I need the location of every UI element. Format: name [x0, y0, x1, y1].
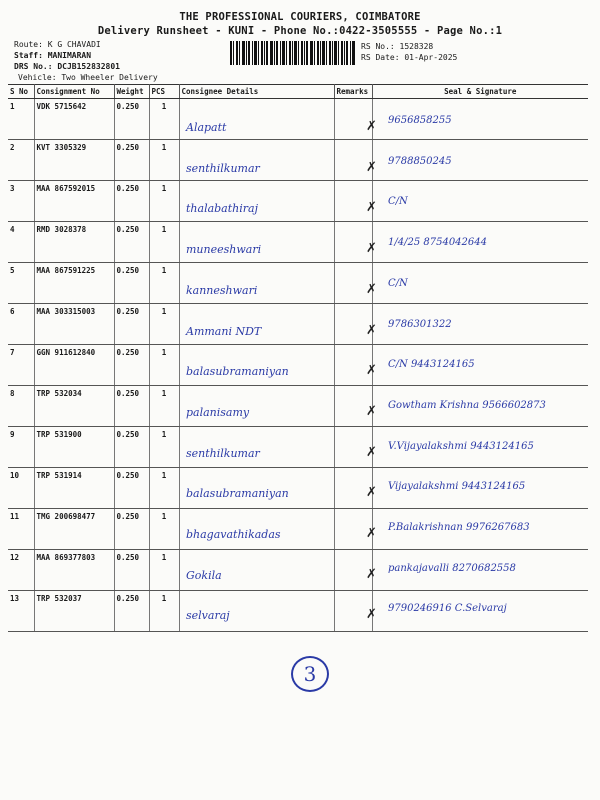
- signature-handwriting: 9788850245: [388, 155, 452, 167]
- remark-cross-mark: ✗: [366, 444, 377, 460]
- consignee-handwriting: bhagavathikadas: [186, 528, 281, 541]
- pcs-cell: 1: [149, 222, 179, 263]
- barcode-image: [230, 41, 355, 65]
- consignee-handwriting: selvaraj: [186, 609, 230, 623]
- consignee-handwriting: balasubramaniyan: [186, 487, 289, 501]
- weight-cell: 0.250: [114, 181, 149, 222]
- consignee-handwriting: Ammani NDT: [186, 324, 262, 338]
- weight-cell: 0.250: [114, 222, 149, 263]
- route-label: Route: K G CHAVADI: [14, 40, 101, 49]
- signature-handwriting: P.Balakrishnan 9976267683: [388, 522, 530, 533]
- staff-label: Staff: MANIMARAN: [14, 51, 92, 60]
- remark-cross-mark: ✗: [366, 322, 377, 338]
- consignment-cell: GGN 911612840: [34, 345, 114, 386]
- sno-cell: 12: [8, 550, 34, 591]
- table-row: [8, 99, 588, 140]
- table-row: [8, 304, 588, 345]
- consignee-handwriting: thalabathiraj: [186, 202, 258, 216]
- pcs-cell: 1: [149, 263, 179, 304]
- signature-handwriting: 9790246916 C.Selvaraj: [388, 603, 507, 615]
- weight-cell: 0.250: [114, 345, 149, 386]
- consignment-cell: MAA 303315003: [34, 304, 114, 345]
- remark-cross-mark: ✗: [366, 159, 377, 175]
- table-row: [8, 263, 588, 304]
- consignment-cell: MAA 869377803: [34, 550, 114, 591]
- consignment-cell: VDK 5715642: [34, 99, 114, 140]
- consignment-cell: TMG 200698477: [34, 509, 114, 550]
- pcs-cell: 1: [149, 468, 179, 509]
- weight-cell: 0.250: [114, 304, 149, 345]
- runsheet-title: THE PROFESSIONAL COURIERS, COIMBATORE: [179, 11, 421, 23]
- table-row: [8, 345, 588, 386]
- pcs-cell: 1: [149, 345, 179, 386]
- signature-handwriting: pankajavalli 8270682558: [388, 562, 516, 574]
- sno-cell: 3: [8, 181, 34, 222]
- remark-cross-mark: ✗: [366, 607, 377, 623]
- weight-cell: 0.250: [114, 140, 149, 181]
- remark-cross-mark: ✗: [366, 363, 377, 379]
- sno-cell: 6: [8, 304, 34, 345]
- pcs-cell: 1: [149, 509, 179, 550]
- pcs-cell: 1: [149, 181, 179, 222]
- col-pcs: PCS: [149, 85, 179, 99]
- signature-handwriting: C/N: [388, 277, 408, 289]
- sno-cell: 10: [8, 468, 34, 509]
- consignee-handwriting: senthilkumar: [186, 161, 260, 175]
- consignee-handwriting: senthilkumar: [186, 446, 260, 460]
- pcs-cell: 1: [149, 140, 179, 181]
- remark-cross-mark: ✗: [366, 526, 377, 541]
- sno-cell: 9: [8, 427, 34, 468]
- remark-cross-mark: ✗: [366, 566, 377, 582]
- remark-cross-mark: ✗: [366, 281, 377, 297]
- sno-cell: 1: [8, 99, 34, 140]
- weight-cell: 0.250: [114, 263, 149, 304]
- signature-handwriting: 9656858255: [388, 115, 452, 126]
- pcs-cell: 1: [149, 550, 179, 591]
- signature-handwriting: Vijayalakshmi 9443124165: [388, 481, 526, 493]
- consignment-cell: RMD 3028378: [34, 222, 114, 263]
- remark-cross-mark: ✗: [366, 485, 377, 501]
- weight-cell: 0.250: [114, 386, 149, 427]
- rs-no-label: RS No.: 1528328: [361, 42, 434, 51]
- sno-cell: 13: [8, 591, 34, 632]
- runsheet-table: [8, 84, 588, 632]
- signature-handwriting: C/N: [388, 196, 408, 208]
- col-consignee: Consignee Details: [179, 85, 334, 99]
- remark-cross-mark: ✗: [366, 119, 377, 134]
- consignee-handwriting: muneeshwari: [186, 243, 262, 257]
- weight-cell: 0.250: [114, 99, 149, 140]
- consignee-handwriting: Gokila: [186, 568, 222, 582]
- consignee-cell: [179, 222, 334, 263]
- sno-cell: 4: [8, 222, 34, 263]
- table-row: [8, 181, 588, 222]
- sno-cell: 7: [8, 345, 34, 386]
- pcs-cell: 1: [149, 386, 179, 427]
- table-row: [8, 222, 588, 263]
- signature-handwriting: 9786301322: [388, 318, 452, 330]
- weight-cell: 0.250: [114, 427, 149, 468]
- consignment-cell: MAA 867591225: [34, 263, 114, 304]
- consignment-cell: TRP 532034: [34, 386, 114, 427]
- remark-cross-mark: ✗: [366, 200, 377, 216]
- signature-handwriting: C/N 9443124165: [388, 359, 475, 371]
- col-weight: Weight: [114, 85, 149, 99]
- signature-handwriting: 1/4/25 8754042644: [388, 237, 487, 249]
- consignment-cell: KVT 3305329: [34, 140, 114, 181]
- table-row: [8, 140, 588, 181]
- pcs-cell: 1: [149, 304, 179, 345]
- consignment-cell: TRP 531914: [34, 468, 114, 509]
- sno-cell: 11: [8, 509, 34, 550]
- sno-cell: 2: [8, 140, 34, 181]
- weight-cell: 0.250: [114, 468, 149, 509]
- sno-cell: 8: [8, 386, 34, 427]
- weight-cell: 0.250: [114, 591, 149, 632]
- col-signature: Seal & Signature: [372, 85, 588, 99]
- consignee-handwriting: kanneshwari: [186, 283, 258, 297]
- signature-handwriting: Gowtham Krishna 9566602873: [388, 399, 546, 411]
- signature-handwriting: V.Vijayalakshmi 9443124165: [388, 440, 534, 452]
- vehicle-label: Vehicle: Two Wheeler Delivery: [18, 73, 158, 82]
- consignment-cell: MAA 867592015: [34, 181, 114, 222]
- consignee-handwriting: balasubramaniyan: [186, 365, 289, 379]
- runsheet-subtitle: Delivery Runsheet - KUNI - Phone No.:0422-3505555 - Page No.:1: [97, 25, 503, 37]
- col-remarks: Remarks: [334, 85, 372, 99]
- pcs-cell: 1: [149, 427, 179, 468]
- pcs-cell: 1: [149, 99, 179, 140]
- pcs-cell: 1: [149, 591, 179, 632]
- drs-label: DRS No.: DCJB152832801: [14, 62, 120, 71]
- weight-cell: 0.250: [114, 550, 149, 591]
- consignment-cell: TRP 531900: [34, 427, 114, 468]
- sno-cell: 5: [8, 263, 34, 304]
- page-number-mark: 3: [291, 656, 329, 692]
- weight-cell: 0.250: [114, 509, 149, 550]
- table-header-row: [8, 85, 588, 99]
- consignee-handwriting: Alapatt: [186, 121, 227, 134]
- col-consignment: Consignment No: [34, 85, 114, 99]
- consignment-cell: TRP 532037: [34, 591, 114, 632]
- consignee-handwriting: palanisamy: [186, 405, 250, 419]
- remark-cross-mark: ✗: [366, 403, 377, 419]
- rs-date-label: RS Date: 01-Apr-2025: [361, 53, 458, 62]
- remark-cross-mark: ✗: [366, 241, 377, 257]
- col-sno: S No: [8, 85, 34, 99]
